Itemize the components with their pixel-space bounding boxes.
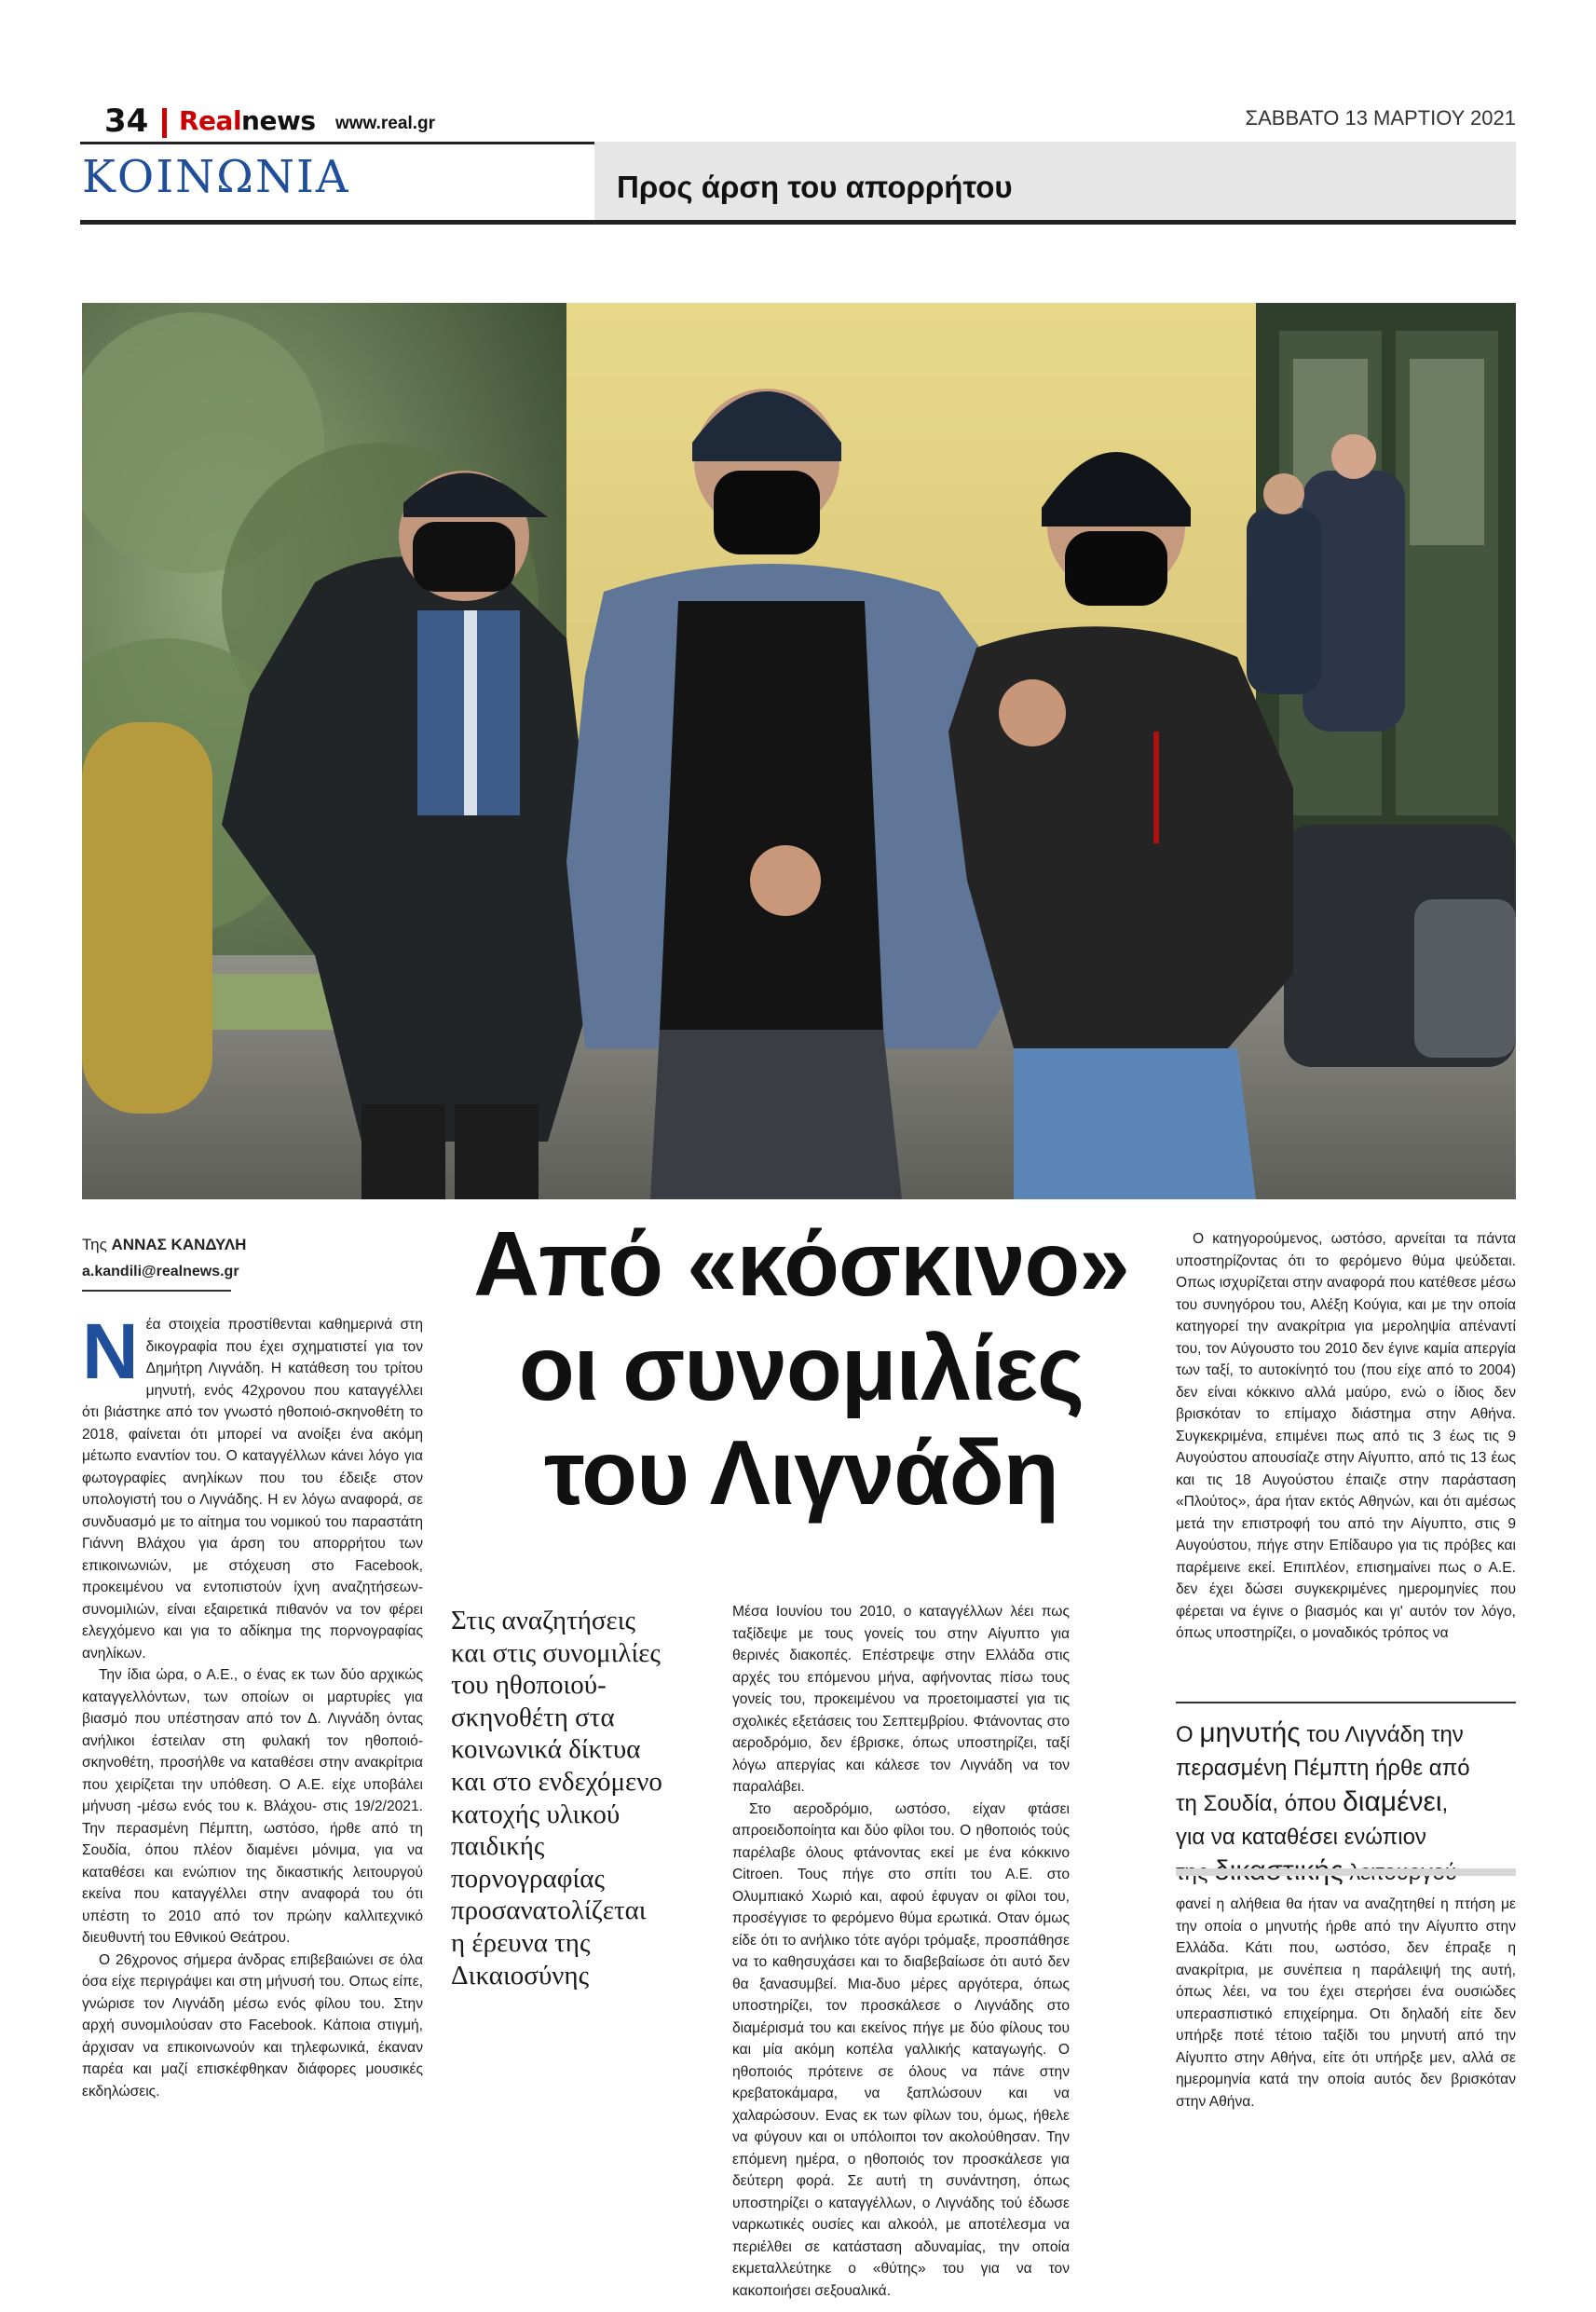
pullquote-emphasis: μηνυτής xyxy=(1199,1717,1301,1748)
headline-line: του Λιγνάδη xyxy=(544,1421,1058,1524)
pullquote-bar xyxy=(1176,1868,1516,1876)
pullquote-emphasis: διαμένει xyxy=(1343,1786,1442,1817)
paragraph: φανεί η αλήθεια θα ήταν να αναζητηθεί η πτήση με την οποία ο μηνυτής ήρθε από την Αίγυπτο στην Ελλάδα. Κάτι που, ωστόσο, δεν έπραξε η ανακρίτρια, με συνέπεια η παράλειψή της αυτή, όπως λέει, να του έχει στερήσει ένα ουσιώδες υπερασπιστικό επιχείρημα. Οτι δηλαδή είτε δεν υπήρξε ποτέ τέτοιο ταξίδι του μηνυτή από την Αίγυπτο στην Αθήνα, είτε ότι υπήρξε μεν, αλλά σε ημερομηνία κατά την οποία αυτός δεν βρισκόταν στην Αθήνα. xyxy=(1176,1896,1516,2110)
dropcap: Ν xyxy=(82,1307,139,1395)
deck-line: κοινωνικά δίκτυα xyxy=(451,1734,641,1765)
paragraph: Την ίδια ώρα, ο Α.Ε., ο ένας εκ των δύο αρχικώς καταγγελλόντων, των οποίων οι μαρτυρίες για βιασμό που υπέστησαν από τον Δ. Λιγνάδη όντας ανήλικοι έστειλαν στη φυλακή τον ηθοποιό-σκηνοθέτη, προσήλθε να καταθέσει στην ανακρίτρια που χειρίζεται την υπόθεση. Ο Α.Ε. είχε υποβάλει μήνυση -μέσω ενός του κ. Βλάχου- στις 19/2/2021. Την περασμένη Πέμπτη, ωστόσο, ήρθε από τη Σουδία, όπου πλέον διαμένει μόνιμα, για να καταθέσει και ενώπιον της δικαστικής λειτουργού εκείνα που καταγγέλλει στην αναφορά του ότι υπέστη το 2010 από τον πρώην καλλιτεχνικό διευθυντή του Εθνικού Θεάτρου. xyxy=(82,1667,423,1946)
byline-email[interactable]: a.kandili@realnews.gr xyxy=(82,1264,239,1279)
body-column-3 xyxy=(732,1601,1070,2302)
deck-line: Δικαιοσύνης xyxy=(451,1960,590,1991)
photo-illustration xyxy=(82,303,1516,1199)
deck xyxy=(451,1605,695,1991)
paragraph: Ο κατηγορούμενος, ωστόσο, αρνείται τα πάντα υποστηρίζοντας ότι το φερόμενο θύμα ψεύδεται. Οπως ισχυρίζεται στην αναφορά που κατέθεσε μέσω του συνηγόρου του, Αλέξη Κούγια, και με την οποία κατηγορεί την ανακρίτρια για μεροληψία απέναντί του, τον Αύγουστο του 2010 δεν έγινε καμία απεργία των ταξί, το αυτοκίνητό του (που είχε από το 2004) δεν είναι κόκκινο αλλά μαύρο, ενώ ο ίδιος δεν βρισκόταν το επίμαχο διάστημα στην Αθήνα. Συγκεκριμένα, επιμένει πως από τις 3 έως τις 9 Αυγούστου απουσίαζε στην Αίγυπτο, από τις 13 έως και τις 18 Αυγούστου έπαιζε στην παράσταση «Πλούτος», άρα ήταν εκτός Αθηνών, και ότι αμέσως μετά την επιστροφή του από την Αίγυπτο, στις 9 Αυγούστου, πήγε στην Επίδαυρο για τις πρόβες και παρέμεινε εκεί. Επιπλέον, επισημαίνει πως ο Α.Ε. δεν έχει δώσει συγκεκριμένες ημερομηνίες που φέρεται να έγινε ο βιασμός και γι' αυτόν τον λόγο, όπως υποστηρίζει, ο μοναδικός τρόπος να xyxy=(1176,1231,1516,1641)
brand-news: news xyxy=(241,105,316,136)
byline-prefix: Της xyxy=(82,1236,112,1253)
deck-line: προσανατολίζεται xyxy=(451,1895,647,1926)
deck-line: κατοχής υλικού xyxy=(451,1799,621,1829)
deck-line: παιδικής xyxy=(451,1831,545,1862)
pullquote-text: τη Σουδία, όπου xyxy=(1176,1791,1344,1816)
headline-line: Από «κόσκινο» xyxy=(473,1212,1129,1315)
deck-line: και στις συνομιλίες xyxy=(451,1637,661,1668)
pullquote-text: του Λιγνάδη την xyxy=(1300,1722,1464,1747)
brand-url: www.real.gr xyxy=(335,114,435,133)
byline-name: ΑΝΝΑΣ ΚΑΝΔΥΛΗ xyxy=(111,1236,247,1253)
body-column-1 xyxy=(82,1307,423,2102)
paragraph: Μέσα Ιουνίου του 2010, ο καταγγέλλων λέει πως ταξίδεψε με τους γονείς του στην Αίγυπτο για θερινές διακοπές. Επέστρεψε στην Ελλάδα στις αρχές του επόμενου μήνα, αφήνοντας πίσω τους γονείς του, προκειμένου να προετοιμαστεί για τις σχολικές εξετάσεις του Σεπτεμβρίου. Φτάνοντας στο αεροδρόμιο, δεν έβρισκε, όπως υποστηρίζει, ταξί λόγω απεργίας και κάλεσε τον Λιγνάδη να τον παραλάβει. xyxy=(732,1604,1070,1795)
deck-line: Στις αναζητήσεις xyxy=(451,1606,636,1635)
paragraph: Ο 26χρονος σήμερα άνδρας επιβεβαιώνει σε όλα όσα είχε περιγράψει και στη μήνυσή του. Οπως είπε, γνώρισε τον Λιγνάδη μέσω ενός φίλου του. Στην αρχή συνομιλούσαν στο Facebook. Κάποια στιγμή, άρχισαν να επικοινωνούν και τηλεφωνικά, έκαναν παρέα και μαζί επισκέφθηκαν διάφορες μουσικές εκδηλώσεις. xyxy=(82,1951,423,2100)
headline xyxy=(438,1211,1165,1525)
topic-title: Προς άρση του απορρήτου xyxy=(617,170,1013,204)
deck-line: πορνογραφίας xyxy=(451,1863,605,1894)
paragraph: έα στοιχεία προστίθενται καθημερινά στη δικογραφία που έχει σχηματιστεί για τον Δημήτρη Λιγνάδη. Η κατάθεση του τρίτου μηνυτή, ενός 42χρονου που καταγγέλλει ότι βιάστηκε από τον γνωστό ηθοποιό-σκηνοθέτη το 2018, φαίνεται ότι μπορεί να ανοίξει ένα ακόμη μέτωπο εναντίον του. Ο καταγγέλλων κάνει λόγο για φωτογραφίες ανηλίκων που του έδειξε στον υπολογιστή του ο Λιγνάδης. Η εν λόγω αναφορά, σε συνδυασμό με το αίτημα του νομικού του παραστάτη Γιάννη Βλάχου για άρση του απορρήτου των επικοινωνιών, με στόχευση στο Facebook, προκειμένου να εντοπιστούν ίχνη αναζητήσεων-συνομιλιών, είναι εξαιρετικά πιθανόν να τον φέρει ελεγχόμενο και για το αδίκημα της πορνογραφίας ανηλίκων. xyxy=(82,1317,423,1662)
pullquote-rule xyxy=(1176,1702,1516,1703)
byline-rule xyxy=(82,1290,231,1292)
pullquote xyxy=(1176,1707,1516,1890)
paragraph: Στο αεροδρόμιο, ωστόσο, είχαν φτάσει απροειδοποίητα και δύο φίλοι του. Ο ηθοποιός τούς παρέλαβε όλους φτάνοντας εκεί με ένα κόκκινο Citroen. Τους πήγε στο σπίτι του Α.Ε. στο Ολυμπιακό Χωριό και, αφού έφυγαν οι φίλοι του, προσέγγισε το φερόμενο θύμα ερωτικά. Οταν όμως είδε ότι το ανήλικο τότε αγόρι τρόμαξε, προσπάθησε να το καθησυχάσει και το διαβεβαίωσε ότι αυτό δεν θα ξανασυμβεί. Μια-δυο μέρες αργότερα, όπως υποστηρίζει, τον προσκάλεσε ο Λιγνάδης στο διαμέρισμά του και εκείνος πήγε με δύο φίλους του και μία ακόμη κοπέλα γαλλικής καταγωγής. Ο ηθοποιός πρότεινε σε όλους να πάνε στην κρεβατοκάμαρα, να ξαπλώσουν και να χαλαρώσουν. Ενας εκ των φίλων του, όμως, ήθελε να φύγουν και οι υπόλοιποι τον ακολούθησαν. Την επόμενη ημέρα, ο ηθοποιός τον προσκάλεσε για δεύτερη φορά. Σε αυτή τη συνάντηση, όπως υποστηρίζει ο καταγγέλλων, ο Λιγνάδης τού έδωσε ναρκωτικές ουσίες και αλκοόλ, με αποτέλεσμα να περιέλθει σε κατάσταση αδυναμίας, την οποία εκμεταλλεύτηκε ο «θύτης» του για να τον κακοποιήσει σεξουαλικά. xyxy=(732,1800,1070,2299)
deck-line: του ηθοποιού- xyxy=(451,1670,607,1701)
brand-real: Real xyxy=(179,105,242,136)
page-number-divider xyxy=(162,108,167,138)
arrest-photo xyxy=(82,303,1516,1199)
headline-line: οι συνομιλίες xyxy=(518,1317,1084,1419)
deck-line: και στο ενδεχόμενο xyxy=(451,1766,662,1797)
deck-line: η έρευνα της xyxy=(451,1927,591,1958)
body-column-4 xyxy=(1176,1228,1516,1645)
pullquote-text: Ο xyxy=(1176,1722,1200,1747)
section-title: ΚΟΙΝΩΝΙΑ xyxy=(82,151,350,203)
page-number: 34 xyxy=(104,103,149,140)
brand-logo xyxy=(179,105,316,136)
byline xyxy=(82,1236,246,1254)
deck-line: σκηνοθέτη στα xyxy=(451,1702,615,1732)
pullquote-text: , xyxy=(1441,1791,1449,1816)
body-column-4-continued xyxy=(1176,1894,1516,2113)
pullquote-line: για να καταθέσει ενώπιον xyxy=(1176,1825,1426,1850)
section-rule xyxy=(80,220,1516,225)
issue-date: ΣΑΒΒΑΤΟ 13 ΜΑΡΤΙΟΥ 2021 xyxy=(1245,106,1516,130)
pullquote-line: περασμένη Πέμπτη ήρθε από xyxy=(1176,1756,1470,1781)
